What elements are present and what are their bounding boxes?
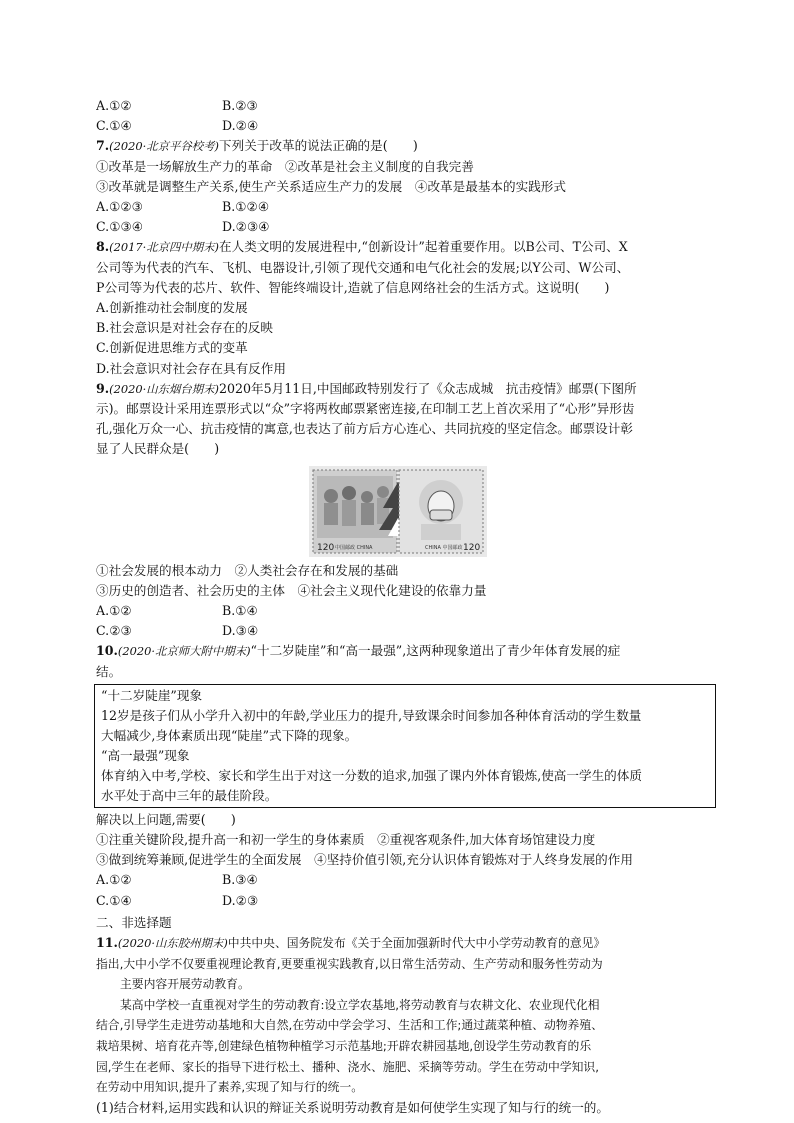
stamp-value-right: 120 [463,542,481,553]
question-text: “十二岁陡崖”和“高一最强”,这两种现象道出了青少年体育发展的症 [250,643,621,659]
stamp-pair-illustration [309,466,487,557]
question-10-stem [96,641,710,661]
option-d: D.社会意识对社会存在具有反作用 [96,360,286,376]
question-source: (2017·北京四中期末) [109,240,219,255]
question-text-line: 孔,强化万众一心、抗击疫情的寓意,也表达了前方后方心连心、共同抗疫的坚定信念。邮票设计彰 [96,421,633,437]
options-row [96,601,710,621]
question-9-stem [96,379,710,399]
option-c: C.①③④ [96,219,144,235]
options-row [96,621,710,641]
question-text-line: 显了人民群众是( ) [96,441,220,457]
question-text: 中共中央、国务院发布《关于全面加强新时代大中小学劳动教育的意见》 [227,936,606,951]
option-a: A.创新推动社会制度的发展 [96,300,248,316]
option-a: A.①② [96,872,132,888]
question-number: 11. [96,935,118,951]
question-source: (2020·北京师大附中期末) [117,644,251,659]
statement-line: ①社会发展的根本动力 ②人类社会存在和发展的基础 [96,562,399,578]
options-row [96,197,710,217]
box-heading: “十二岁陡崖”现象 [101,687,203,703]
stamp-image [309,466,487,557]
option-d: D.③④ [222,623,259,639]
page-content [96,96,710,1118]
question-7-stem [96,136,710,156]
question-text: 在人类文明的发展进程中,“创新设计”起着重要作用。以B公司、T公司、X [219,239,628,255]
option-b: B.①④ [222,603,258,619]
question-8-stem [96,237,710,257]
options-row [96,96,710,116]
statement-line: ①注重关键阶段,提升高一和初一学生的身体素质 ②重视客观条件,加大体育场馆建设力度 [96,832,596,848]
options-row [96,870,710,890]
question-text-line: 主要内容开展劳动教育。 [120,977,250,992]
question-source: (2020·北京平谷校考) [109,139,219,154]
box-heading: “高一最强”现象 [101,747,190,763]
stamp-country-right: CHINA 中国邮政 [425,544,463,551]
material-paragraph-line: 结合,引导学生走进劳动基地和大自然,在劳动中学会学习、生活和工作;通过蔬菜种植、动物养殖、 [96,1018,603,1033]
question-text-line: 指出,大中小学不仅要重视理论教育,更要重视实践教育,以日常生活劳动、生产劳动和服务性劳动为 [96,956,603,971]
option-d: D.②④ [222,118,259,134]
option-b: B.③④ [222,872,258,888]
sub-question-1: (1)结合材料,运用实践和认识的辩证关系说明劳动教育是如何使学生实现了知与行的统一的。 [96,1099,609,1115]
option-c: C.①④ [96,892,132,908]
box-text-line: 12岁是孩子们从小学升入初中的年龄,学业压力的提升,导致课余时间参加各种体育活动的学生数量 [101,707,642,723]
stamp-value-left: 120 [317,542,335,553]
question-11-stem [96,933,710,954]
question-source: (2020·山东胶州期末) [117,936,228,951]
question-source: (2020·山东烟台期末) [109,381,219,396]
material-paragraph-line: 栽培果树、培育花卉等,创建绿色植物种植学习示范基地;开辟农耕园基地,创设学生劳动教育的乐 [96,1039,592,1054]
section-heading: 二、非选择题 [96,914,172,930]
option-b: B.①②④ [222,199,270,215]
stamp-country-left: 中国邮政 CHINA [335,544,373,551]
option-c: C.②③ [96,623,132,639]
question-text-line: 公司等为代表的汽车、飞机、电器设计,引领了现代交通和电气化社会的发展;以Y公司、W公司、 [96,259,630,275]
option-c: C.①④ [96,118,132,134]
question-number: 10. [96,643,118,659]
option-b: B.社会意识是对社会存在的反映 [96,320,273,336]
option-a: A.①② [96,98,132,113]
material-paragraph-line: 园,学生在老师、家长的指导下进行松土、播种、浇水、施肥、采摘等劳动。学生在劳动中学知识, [96,1059,599,1074]
statement-line: ③历史的创造者、社会历史的主体 ④社会主义现代化建设的依靠力量 [96,582,487,598]
material-paragraph-line: 某高中学校一直重视对学生的劳动教育:设立学农基地,将劳动教育与农耕文化、农业现代化相 [120,997,600,1012]
option-a: A.①②③ [96,199,143,215]
question-text-line: 结。 [96,663,122,679]
statement-line: ③改革就是调整生产关系,使生产关系适应生产力的发展 ④改革是最基本的实践形式 [96,178,566,194]
options-row [96,891,710,911]
material-box [94,684,716,808]
question-text: 2020年5月11日,中国邮政特别发行了《众志成城 抗击疫情》邮票(下图所 [219,380,637,396]
option-a: A.①② [96,603,132,619]
question-number: 7. [96,138,110,154]
options-row [96,217,710,237]
option-b: B.②③ [222,98,258,113]
statement-line: ①改革是一场解放生产力的革命 ②改革是社会主义制度的自我完善 [96,158,474,174]
material-paragraph-line: 在劳动中用知识,提升了素养,实现了知与行的统一。 [96,1080,364,1095]
option-d: D.②③④ [222,219,270,235]
question-number: 8. [96,239,110,255]
box-text-line: 体育纳入中考,学校、家长和学生出于对这一分数的追求,加强了课内外体育锻炼,使高一学生的体质 [101,767,642,783]
question-text-line: 示)。邮票设计采用连票形式以“众”字将两枚邮票紧密连接,在印制工艺上首次采用了“心形”异形齿 [96,401,635,417]
question-text-line: P公司等为代表的芯片、软件、智能终端设计,造就了信息网络社会的生活方式。这说明( ) [96,279,610,295]
box-text-line: 大幅减少,身体素质出现“陡崖”式下降的现象。 [101,727,358,743]
statement-line: ③做到统筹兼顾,促进学生的全面发展 ④坚持价值引领,充分认识体育锻炼对于人终身发展的作用 [96,852,633,868]
question-number: 9. [96,380,110,396]
options-row [96,116,710,136]
box-text-line: 水平处于高中三年的最佳阶段。 [101,787,278,803]
option-d: D.②③ [222,892,259,908]
question-ask: 解决以上问题,需要( ) [96,811,236,827]
option-c: C.创新促进思维方式的变革 [96,340,248,356]
question-text: 下列关于改革的说法正确的是( ) [219,138,418,154]
